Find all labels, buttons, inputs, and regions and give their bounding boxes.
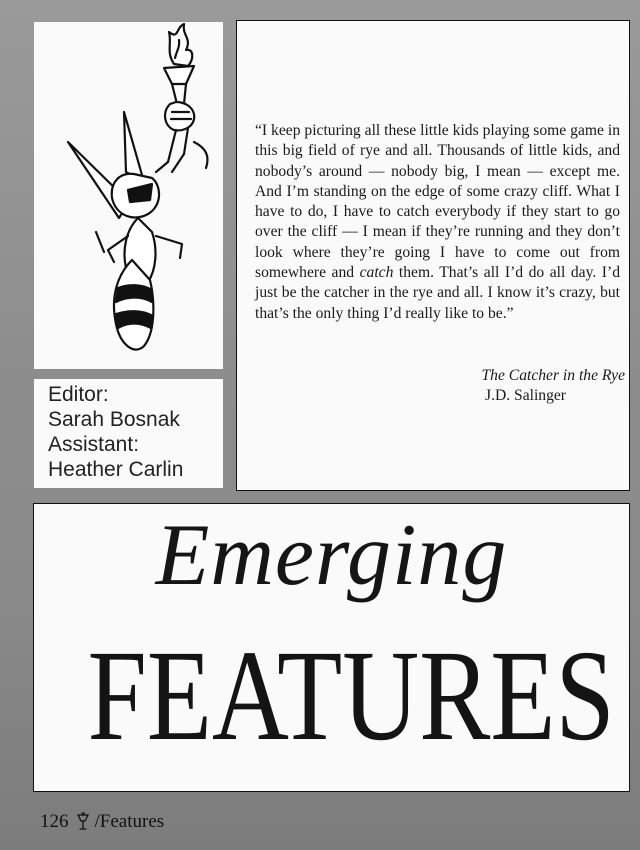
- page-number: 126: [40, 811, 69, 832]
- quote-source-title: The Catcher in the Rye: [481, 367, 625, 384]
- quote-text-after: them. That’s all I’d do all day. I’d just be the catcher in the rye and all. I know it’s crazy, but that’s the only thing I’d really like to be.”: [255, 264, 620, 322]
- editor-credits: [34, 379, 223, 488]
- section-title-box: [33, 503, 630, 792]
- wasp-mascot-illustration: [34, 22, 223, 369]
- editor-label: Editor:: [48, 383, 109, 406]
- quote-source-author: J.D. Salinger: [485, 387, 566, 404]
- footer-section: /Features: [94, 811, 165, 832]
- assistant-label: Assistant:: [48, 433, 140, 456]
- quote-source: [255, 366, 625, 406]
- editor-name: Sarah Bosnak: [48, 408, 180, 431]
- quote-text-before: “I keep picturing all these little kids playing some game in this big field of rye and all. Thousands of little kids, and nobody’s around — nobody big, I mean — except me. And I’m standing on the edge of some crazy cliff. What I have to do, I have to catch everybody if they start to go over the cliff — I mean if they’re running and they don’t look where they’re going I have to come out from somewhere and: [255, 122, 620, 282]
- page-footer: [40, 811, 164, 833]
- quote-box: [236, 20, 630, 491]
- wasp-torch-icon: [75, 812, 91, 832]
- title-emerging: Emerging: [155, 507, 508, 604]
- title-features: FEATURES: [87, 624, 615, 768]
- quote-emphasis: catch: [359, 264, 394, 282]
- assistant-name: Heather Carlin: [48, 458, 184, 481]
- quote-text: [255, 121, 620, 324]
- wasp-torch-icon: [34, 22, 223, 369]
